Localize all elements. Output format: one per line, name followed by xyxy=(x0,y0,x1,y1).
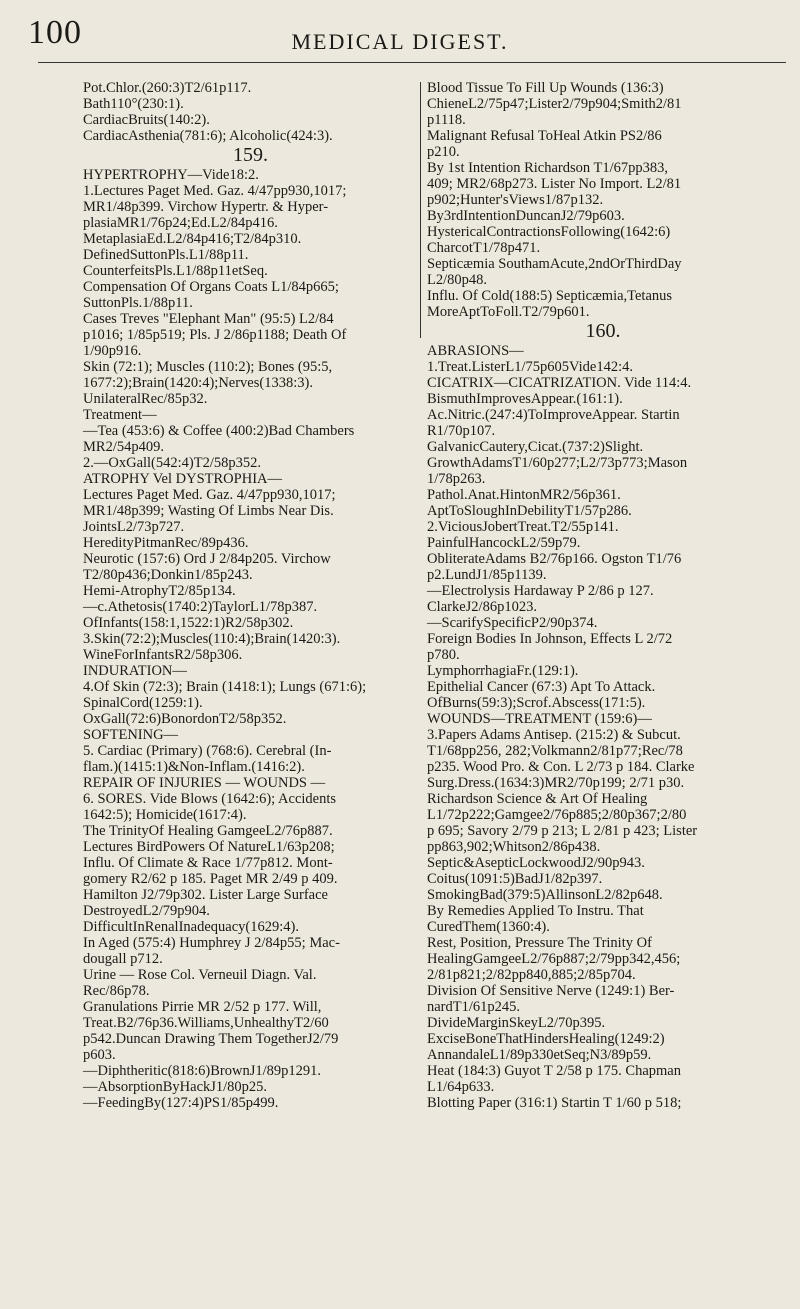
index-line: flam.)(1415:1)&Non-Inflam.(1416:2). xyxy=(83,759,305,775)
index-line: 3.Skin(72:2);Muscles(110:4);Brain(1420:3). xyxy=(83,631,341,647)
index-line: HealingGamgeeL2/76p887;2/79pp342,456; xyxy=(427,951,681,967)
index-line: pp863,902;Whitson2/86p438. xyxy=(427,839,601,855)
index-line: Influ. Of Climate & Race 1/77p812. Mont- xyxy=(83,855,333,871)
index-line: 1/78p263. xyxy=(427,471,486,487)
index-line: 1/90p916. xyxy=(83,343,142,359)
index-line: By 1st Intention Richardson T1/67pp383, xyxy=(427,160,668,176)
section-number: 159. xyxy=(233,144,268,166)
column-divider xyxy=(420,82,421,338)
index-line: OfInfants(158:1,1522:1)R2/58p302. xyxy=(83,615,294,631)
index-line: Richardson Science & Art Of Healing xyxy=(427,791,648,807)
index-line: L1/64p633. xyxy=(427,1079,495,1095)
index-line: MR1/48p399; Wasting Of Limbs Near Dis. xyxy=(83,503,334,519)
index-line: Septicæmia SouthamAcute,2ndOrThirdDay xyxy=(427,256,682,272)
index-line: —Electrolysis Hardaway P 2/86 p 127. xyxy=(427,583,654,599)
index-line: plasiaMR1/76p24;Ed.L2/84p416. xyxy=(83,215,278,231)
index-line: 409; MR2/68p273. Lister No Import. L2/81 xyxy=(427,176,682,192)
index-line: Compensation Of Organs Coats L1/84p665; xyxy=(83,279,339,295)
index-line: Lectures Paget Med. Gaz. 4/47pp930,1017; xyxy=(83,487,336,503)
index-line: p902;Hunter'sViews1/87p132. xyxy=(427,192,604,208)
index-line: Bath110°(230:1). xyxy=(83,96,184,112)
index-line: p1118. xyxy=(427,112,466,128)
index-line: ClarkeJ2/86p1023. xyxy=(427,599,537,615)
index-line: CardiacAsthenia(781:6); Alcoholic(424:3). xyxy=(83,128,333,144)
index-line: Lectures BirdPowers Of NatureL1/63p208; xyxy=(83,839,335,855)
index-line: MoreAptToFoll.T2/79p601. xyxy=(427,304,590,320)
index-line: CharcotT1/78p471. xyxy=(427,240,541,256)
index-line: By3rdIntentionDuncanJ2/79p603. xyxy=(427,208,625,224)
index-line: UnilateralRec/85p32. xyxy=(83,391,208,407)
index-line: REPAIR OF INJURIES — WOUNDS — xyxy=(83,775,326,791)
index-line: p2.LundJ1/85p1139. xyxy=(427,567,547,583)
index-line: Heat (184:3) Guyot T 2/58 p 175. Chapman xyxy=(427,1063,681,1079)
index-line: —ScarifySpecificP2/90p374. xyxy=(427,615,598,631)
index-line: GrowthAdamsT1/60p277;L2/73p773;Mason xyxy=(427,455,688,471)
index-line: DivideMarginSkeyL2/70p395. xyxy=(427,1015,606,1031)
index-line: 6. SORES. Vide Blows (1642:6); Accidents xyxy=(83,791,337,807)
index-line: DestroyedL2/79p904. xyxy=(83,903,210,919)
index-line: —AbsorptionByHackJ1/80p25. xyxy=(83,1079,268,1095)
index-line: AnnandaleL1/89p330etSeq;N3/89p59. xyxy=(427,1047,652,1063)
index-line: —Tea (453:6) & Coffee (400:2)Bad Chambers xyxy=(83,423,355,439)
index-line: Surg.Dress.(1634:3)MR2/70p199; 2/71 p30. xyxy=(427,775,685,791)
index-line: CICATRIX—CICATRIZATION. Vide 114:4. xyxy=(427,375,692,391)
index-line: CounterfeitsPls.L1/88p11etSeq. xyxy=(83,263,268,279)
index-line: Ac.Nitric.(247:4)ToImproveAppear. Startin xyxy=(427,407,680,423)
index-line: PainfulHancockL2/59p79. xyxy=(427,535,581,551)
index-line: OfBurns(59:3);Scrof.Abscess(171:5). xyxy=(427,695,646,711)
index-line: DifficultInRenalInadequacy(1629:4). xyxy=(83,919,299,935)
index-line: Rec/86p78. xyxy=(83,983,150,999)
index-line: dougall p712. xyxy=(83,951,163,967)
index-line: 3.Papers Adams Antisep. (215:2) & Subcut. xyxy=(427,727,681,743)
index-line: GalvanicCautery,Cicat.(737:2)Slight. xyxy=(427,439,644,455)
index-line: 5. Cardiac (Primary) (768:6). Cerebral (In- xyxy=(83,743,332,759)
index-line: Urine — Rose Col. Verneuil Diagn. Val. xyxy=(83,967,317,983)
index-line: CardiacBruits(140:2). xyxy=(83,112,210,128)
index-line: Septic&AsepticLockwoodJ2/90p943. xyxy=(427,855,645,871)
index-line: 1642:5); Homicide(1617:4). xyxy=(83,807,247,823)
section-number: 160. xyxy=(585,320,621,342)
index-line: R1/70p107. xyxy=(427,423,496,439)
index-line: ABRASIONS— xyxy=(427,343,524,359)
running-head: MEDICAL DIGEST. xyxy=(291,29,509,54)
index-line: ATROPHY Vel DYSTROPHIA— xyxy=(83,471,282,487)
index-line: Blotting Paper (316:1) Startin T 1/60 p 518; xyxy=(427,1095,682,1111)
index-line: ChieneL2/75p47;Lister2/79p904;Smith2/81 xyxy=(427,96,682,112)
index-line: p1016; 1/85p519; Pls. J 2/86p1188; Death Of xyxy=(83,327,347,343)
index-line: 2/81p821;2/82pp840,885;2/85p704. xyxy=(427,967,636,983)
right-column xyxy=(427,80,779,1111)
index-line: CuredThem(1360:4). xyxy=(427,919,550,935)
index-line: 4.Of Skin (72:3); Brain (1418:1); Lungs (671:6); xyxy=(83,679,367,695)
index-line: HystericalContractionsFollowing(1642:6) xyxy=(427,224,671,240)
index-line: —Diphtheritic(818:6)BrownJ1/89p1291. xyxy=(83,1063,322,1079)
index-line: Treat.B2/76p36.Williams,UnhealthyT2/60 xyxy=(83,1015,329,1031)
index-line: HeredityPitmanRec/89p436. xyxy=(83,535,249,551)
index-line: SmokingBad(379:5)AllinsonL2/82p648. xyxy=(427,887,663,903)
index-line: Division Of Sensitive Nerve (1249:1) Ber- xyxy=(427,983,675,999)
index-line: SOFTENING— xyxy=(83,727,179,743)
index-line: By Remedies Applied To Instru. That xyxy=(427,903,644,919)
index-line: SuttonPls.1/88p11. xyxy=(83,295,193,311)
index-line: L2/80p48. xyxy=(427,272,488,288)
index-line: Influ. Of Cold(188:5) Septicæmia,Tetanus xyxy=(427,288,673,304)
index-line: Coitus(1091:5)BadJ1/82p397. xyxy=(427,871,603,887)
index-line: p542.Duncan Drawing Them TogetherJ2/79 xyxy=(83,1031,339,1047)
index-line: Rest, Position, Pressure The Trinity Of xyxy=(427,935,652,951)
index-line: WineForInfantsR2/58p306. xyxy=(83,647,243,663)
index-line: —c.Athetosis(1740:2)TaylorL1/78p387. xyxy=(83,599,318,615)
page-number: 100 xyxy=(28,14,82,51)
index-line: BismuthImprovesAppear.(161:1). xyxy=(427,391,623,407)
index-line: Granulations Pirrie MR 2/52 p 177. Will, xyxy=(83,999,322,1015)
index-line: LymphorrhagiaFr.(129:1). xyxy=(427,663,579,679)
index-line: AptToSloughInDebilityT1/57p286. xyxy=(427,503,632,519)
index-line: 2.ViciousJobertTreat.T2/55p141. xyxy=(427,519,619,535)
index-line: Neurotic (157:6) Ord J 2/84p205. Virchow xyxy=(83,551,331,567)
index-line: WOUNDS—TREATMENT (159:6)— xyxy=(427,711,652,727)
index-line: 1.Lectures Paget Med. Gaz. 4/47pp930,1017; xyxy=(83,183,347,199)
index-line: MetaplasiaEd.L2/84p416;T2/84p310. xyxy=(83,231,302,247)
index-line: p210. xyxy=(427,144,460,160)
index-line: Blood Tissue To Fill Up Wounds (136:3) xyxy=(427,80,664,96)
index-line: INDURATION— xyxy=(83,663,187,679)
index-line: MR1/48p399. Virchow Hypertr. & Hyper- xyxy=(83,199,329,215)
index-line: JointsL2/73p727. xyxy=(83,519,185,535)
index-line: OxGall(72:6)BonordonT2/58p352. xyxy=(83,711,287,727)
index-line: p780. xyxy=(427,647,460,663)
index-line: nardT1/61p245. xyxy=(427,999,521,1015)
index-line: SpinalCord(1259:1). xyxy=(83,695,203,711)
index-line: DefinedSuttonPls.L1/88p11. xyxy=(83,247,249,263)
index-line: Epithelial Cancer (67:3) Apt To Attack. xyxy=(427,679,656,695)
index-line: —FeedingBy(127:4)PS1/85p499. xyxy=(83,1095,279,1111)
index-line: p 695; Savory 2/79 p 213; L 2/81 p 423; Lister xyxy=(427,823,698,839)
index-line: 1677:2);Brain(1420:4);Nerves(1338:3). xyxy=(83,375,313,391)
left-column xyxy=(83,80,418,1111)
index-line: Pot.Chlor.(260:3)T2/61p117. xyxy=(83,80,252,96)
index-line: p235. Wood Pro. & Con. L 2/73 p 184. Clarke xyxy=(427,759,695,775)
index-line: Cases Treves "Elephant Man" (95:5) L2/84 xyxy=(83,311,334,327)
index-line: The TrinityOf Healing GamgeeL2/76p887. xyxy=(83,823,333,839)
index-line: ExciseBoneThatHindersHealing(1249:2) xyxy=(427,1031,665,1047)
index-line: HYPERTROPHY—Vide18:2. xyxy=(83,167,259,183)
index-line: In Aged (575:4) Humphrey J 2/84p55; Mac- xyxy=(83,935,340,951)
index-line: Foreign Bodies In Johnson, Effects L 2/72 xyxy=(427,631,673,647)
index-line: 2.—OxGall(542:4)T2/58p352. xyxy=(83,455,262,471)
index-line: T2/80p436;Donkin1/85p243. xyxy=(83,567,253,583)
index-line: ObliterateAdams B2/76p166. Ogston T1/76 xyxy=(427,551,682,567)
index-line: MR2/54p409. xyxy=(83,439,164,455)
index-line: Hemi-AtrophyT2/85p134. xyxy=(83,583,236,599)
index-line: gomery R2/62 p 185. Paget MR 2/49 p 409. xyxy=(83,871,338,887)
header-rule xyxy=(38,62,786,63)
index-line: p603. xyxy=(83,1047,116,1063)
index-line: L1/72p222;Gamgee2/76p885;2/80p367;2/80 xyxy=(427,807,687,823)
index-line: Treatment— xyxy=(83,407,157,423)
index-line: 1.Treat.ListerL1/75p605Vide142:4. xyxy=(427,359,634,375)
index-line: Malignant Refusal ToHeal Atkin PS2/86 xyxy=(427,128,662,144)
index-line: Pathol.Anat.HintonMR2/56p361. xyxy=(427,487,621,503)
index-line: Skin (72:1); Muscles (110:2); Bones (95:5, xyxy=(83,359,333,375)
index-line: T1/68pp256, 282;Volkmann2/81p77;Rec/78 xyxy=(427,743,683,759)
index-line: Hamilton J2/79p302. Lister Large Surface xyxy=(83,887,328,903)
